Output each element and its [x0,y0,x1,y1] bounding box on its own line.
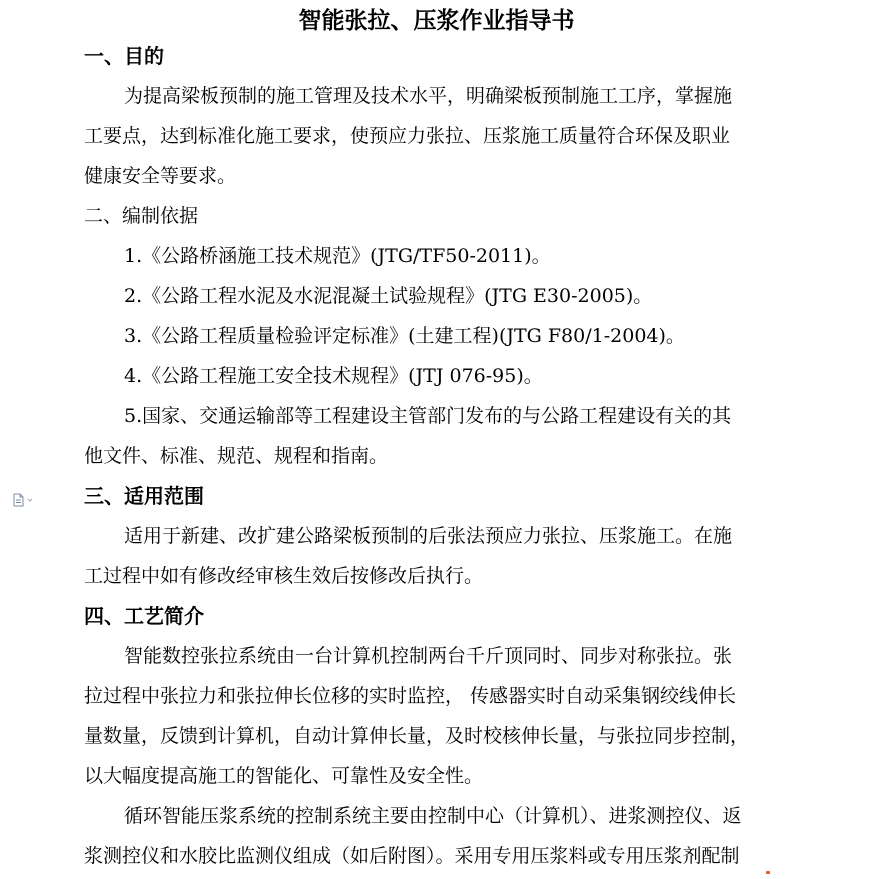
section-4-p1-line-2: 拉过程中张拉力和张拉伸长位移的实时监控， 传感器实时自动采集钢绞线伸长 [84,685,737,707]
section-4-p1-line-3: 量数量，反馈到计算机，自动计算伸长量，及时校核伸长量，与张拉同步控制， [84,725,750,747]
cursor-mark [766,871,770,874]
basis-item-5-line-1: 5.国家、交通运输部等工程建设主管部门发布的与公路工程建设有关的其 [124,405,732,427]
section-3-heading: 三、适用范围 [84,484,204,508]
section-1-heading: 一、目的 [84,44,164,68]
section-3-line-1: 适用于新建、改扩建公路梁板预制的后张法预应力张拉、压浆施工。在施 [124,525,733,547]
section-4-p2-line-1: 循环智能压浆系统的控制系统主要由控制中心（计算机）、进浆测控仪、返 [124,805,742,827]
basis-item-5-line-2: 他文件、标准、规范、规程和指南。 [84,445,389,467]
document-icon[interactable] [12,492,36,506]
basis-item-1: 1.《公路桥涵施工技术规范》(JTG/TF50-2011)。 [124,245,551,267]
basis-item-3: 3.《公路工程质量检验评定标准》(土建工程)(JTG F80/1-2004)。 [124,325,685,347]
basis-item-4: 4.《公路工程施工安全技术规程》(JTJ 076-95)。 [124,365,543,387]
section-3-line-2: 工过程中如有修改经审核生效后按修改后执行。 [84,565,484,587]
basis-item-2: 2.《公路工程水泥及水泥混凝土试验规程》(JTG E30-2005)。 [124,285,653,307]
section-1-line-2: 工要点，达到标准化施工要求，使预应力张拉、压浆施工质量符合环保及职业 [84,125,731,147]
section-4-p1-line-4: 以大幅度提高施工的智能化、可靠性及安全性。 [84,765,484,787]
section-1-line-1: 为提高梁板预制的施工管理及技术水平，明确梁板预制施工工序，掌握施 [124,85,733,107]
document-title: 智能张拉、压浆作业指导书 [298,8,575,34]
section-4-heading: 四、工艺简介 [84,604,204,628]
section-1-line-3: 健康安全等要求。 [84,165,237,187]
section-4-p2-line-2: 浆测控仪和水胶比监测仪组成（如后附图）。采用专用压浆料或专用压浆剂配制 [84,845,740,867]
section-2-heading: 二、编制依据 [84,205,199,227]
section-4-p1-line-1: 智能数控张拉系统由一台计算机控制两台千斤顶同时、同步对称张拉。张 [124,645,733,667]
